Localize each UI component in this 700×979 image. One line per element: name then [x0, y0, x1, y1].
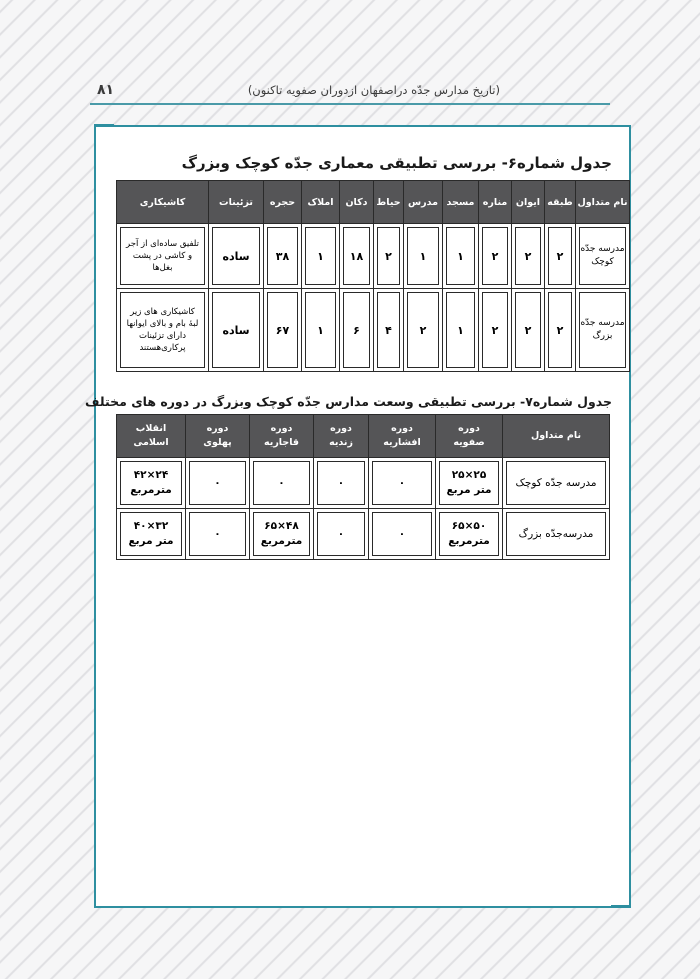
page-number: ۸۱ — [97, 82, 115, 98]
table-row — [117, 289, 630, 372]
column-header: دکان — [340, 181, 374, 224]
table7-caption: جدول شماره۷- بررسی تطبیقی وسعت مدارس جدّه کوچک وبزرگ در دوره های مختلف — [85, 394, 612, 409]
table-cell: مدرسه جدّه کوچک — [579, 227, 626, 285]
table-row — [117, 509, 610, 560]
table-cell: مدرسه جدّه بزرگ — [579, 292, 626, 368]
table-cell: ۰ — [317, 512, 365, 556]
column-header: مسجد — [443, 181, 479, 224]
column-header: دوره قاجاریه — [250, 415, 314, 458]
table-header-row — [117, 415, 610, 458]
table-header-row — [117, 181, 630, 224]
table-cell: ۲ — [482, 292, 508, 368]
table-cell: ۲ — [377, 227, 400, 285]
table-cell: ۱ — [305, 292, 336, 368]
table-cell: ۰ — [253, 461, 310, 505]
table-cell: تلفیق ساده‌ای از آجر و کاشی در پشت بغل‌ها — [120, 227, 205, 285]
table-row — [117, 224, 630, 289]
table6-architecture-comparison — [116, 180, 630, 372]
table-cell: ۵۰×۶۵ مترمربع — [439, 512, 499, 556]
table-cell: ۶۷ — [267, 292, 298, 368]
table-cell: ۶ — [343, 292, 370, 368]
table-cell: ساده — [212, 292, 260, 368]
column-header: مناره — [479, 181, 512, 224]
header-rule — [90, 103, 610, 105]
table-cell: ۲ — [548, 227, 572, 285]
running-header: (تاریخ مدارس جدّه دراصفهان ازدوران صفویه تاکنون) — [247, 83, 500, 97]
column-header: دوره پهلوی — [186, 415, 250, 458]
column-header: انقلاب اسلامی — [117, 415, 186, 458]
column-header: نام متداول — [576, 181, 630, 224]
table-cell: ۲ — [548, 292, 572, 368]
table-cell: ۳۲×۴۰ متر مربع — [120, 512, 182, 556]
table6-caption: جدول شماره۶- بررسی تطبیقی معماری جدّه کوچک وبزرگ — [181, 154, 612, 172]
table-cell: ۲۵×۲۵ متر مربع — [439, 461, 499, 505]
table-cell: ۳۸ — [267, 227, 298, 285]
table-cell: کاشیکاری های زیر لبهٔ بام و بالای ایوانها دارای تزئینات پرکاری‌هستند — [120, 292, 205, 368]
table-cell: ۴ — [377, 292, 400, 368]
column-header: دوره افشاریه — [369, 415, 436, 458]
table-cell: مدرسه جدّه کوچک — [506, 461, 606, 505]
table-cell: ۱ — [446, 292, 475, 368]
table-cell: ۱۸ — [343, 227, 370, 285]
column-header: دوره صفویه — [436, 415, 503, 458]
column-header: مدرس — [404, 181, 443, 224]
column-header: حجره — [264, 181, 302, 224]
table-cell: ۲۴×۴۲ مترمربع — [120, 461, 182, 505]
table-cell: ۲ — [407, 292, 439, 368]
table-cell: ۲ — [515, 227, 541, 285]
table7-area-comparison — [116, 414, 610, 560]
column-header: املاک — [302, 181, 340, 224]
table-cell: ۰ — [189, 512, 246, 556]
table-cell: ۰ — [317, 461, 365, 505]
table-cell: ۲ — [482, 227, 508, 285]
column-header: دوره زندیه — [314, 415, 369, 458]
table-cell: ساده — [212, 227, 260, 285]
column-header: حیاط — [374, 181, 404, 224]
table-cell: ۱ — [305, 227, 336, 285]
table-cell: ۰ — [189, 461, 246, 505]
table-cell: ۱ — [407, 227, 439, 285]
table-cell: ۴۸×۶۵ مترمربع — [253, 512, 310, 556]
column-header: نام متداول — [503, 415, 610, 458]
table-cell: مدرسه‌جدّه بزرگ — [506, 512, 606, 556]
column-header: ایوان — [512, 181, 545, 224]
table-cell: ۰ — [372, 512, 432, 556]
table-cell: ۰ — [372, 461, 432, 505]
table-row — [117, 458, 610, 509]
frame-corner-accent — [94, 124, 114, 127]
frame-corner-accent — [611, 905, 631, 908]
column-header: طبقه — [545, 181, 576, 224]
table-cell: ۲ — [515, 292, 541, 368]
column-header: کاشیکاری — [117, 181, 209, 224]
column-header: تزئینات — [209, 181, 264, 224]
table-cell: ۱ — [446, 227, 475, 285]
